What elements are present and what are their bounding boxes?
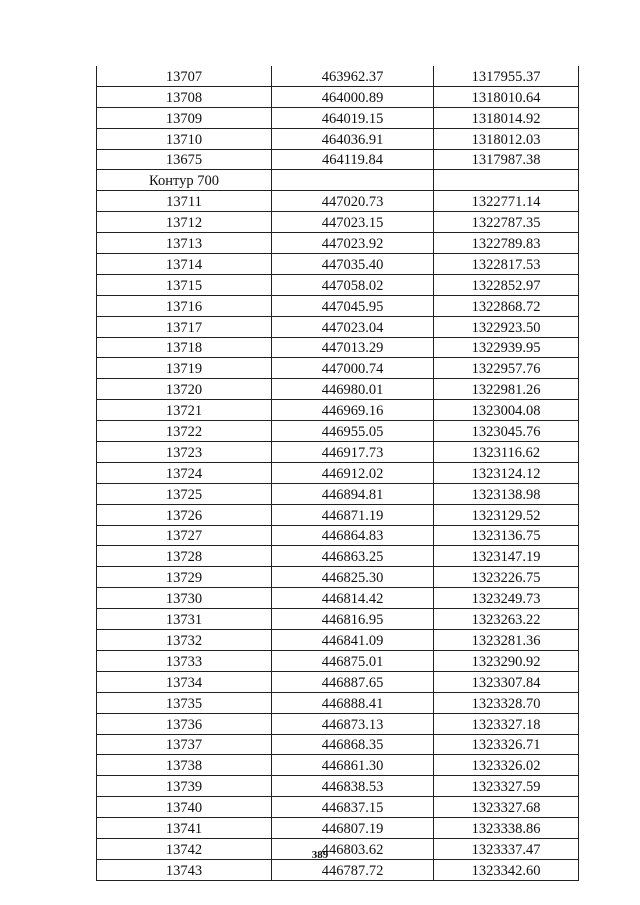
x-coordinate-cell: 446871.19 xyxy=(272,504,434,525)
y-coordinate-cell: 1318010.64 xyxy=(434,86,579,107)
table-row xyxy=(97,525,579,546)
table-row xyxy=(97,609,579,630)
point-number-cell: 13716 xyxy=(97,295,272,316)
y-coordinate-cell: 1323281.36 xyxy=(434,630,579,651)
point-number-cell: 13739 xyxy=(97,776,272,797)
point-number-cell: 13707 xyxy=(97,66,272,86)
x-coordinate-cell: 447013.29 xyxy=(272,337,434,358)
y-coordinate-cell: 1322852.97 xyxy=(434,274,579,295)
x-coordinate-cell: 446861.30 xyxy=(272,755,434,776)
table-row xyxy=(97,149,579,170)
y-coordinate-cell: 1323263.22 xyxy=(434,609,579,630)
y-coordinate-cell: 1318012.03 xyxy=(434,128,579,149)
x-coordinate-cell: 447000.74 xyxy=(272,358,434,379)
y-coordinate-cell: 1322957.76 xyxy=(434,358,579,379)
y-coordinate-cell: 1323004.08 xyxy=(434,400,579,421)
y-coordinate-cell: 1322817.53 xyxy=(434,254,579,275)
x-coordinate-cell: 446838.53 xyxy=(272,776,434,797)
y-coordinate-cell: 1323307.84 xyxy=(434,671,579,692)
table-row xyxy=(97,797,579,818)
y-coordinate-cell: 1323147.19 xyxy=(434,546,579,567)
x-coordinate-cell: 446894.81 xyxy=(272,483,434,504)
x-coordinate-cell: 464119.84 xyxy=(272,149,434,170)
table-row xyxy=(97,274,579,295)
point-number-cell: 13720 xyxy=(97,379,272,400)
table-row xyxy=(97,295,579,316)
contour-label: Контур 700 xyxy=(97,170,272,191)
y-coordinate-cell: 1322789.83 xyxy=(434,233,579,254)
table-row xyxy=(97,671,579,692)
table-row xyxy=(97,442,579,463)
point-number-cell: 13730 xyxy=(97,588,272,609)
x-coordinate-cell: 446803.62 xyxy=(272,838,434,859)
table-row xyxy=(97,379,579,400)
table-row xyxy=(97,650,579,671)
table-row xyxy=(97,567,579,588)
x-coordinate-cell: 446912.02 xyxy=(272,462,434,483)
point-number-cell: 13727 xyxy=(97,525,272,546)
y-coordinate-cell: 1318014.92 xyxy=(434,107,579,128)
y-coordinate-cell: 1323342.60 xyxy=(434,859,579,880)
y-coordinate-cell: 1323116.62 xyxy=(434,442,579,463)
point-number-cell: 13708 xyxy=(97,86,272,107)
x-coordinate-cell: 446864.83 xyxy=(272,525,434,546)
x-coordinate-cell: 447023.04 xyxy=(272,316,434,337)
y-coordinate-cell: 1323337.47 xyxy=(434,838,579,859)
x-coordinate-cell: 464036.91 xyxy=(272,128,434,149)
table-row xyxy=(97,400,579,421)
table-row xyxy=(97,254,579,275)
y-coordinate-cell: 1322981.26 xyxy=(434,379,579,400)
table-row xyxy=(97,755,579,776)
point-number-cell: 13734 xyxy=(97,671,272,692)
point-number-cell: 13737 xyxy=(97,734,272,755)
x-coordinate-cell: 446841.09 xyxy=(272,630,434,651)
table-row xyxy=(97,504,579,525)
table-row xyxy=(97,859,579,880)
point-number-cell: 13709 xyxy=(97,107,272,128)
y-coordinate-cell: 1323327.68 xyxy=(434,797,579,818)
table-row xyxy=(97,191,579,212)
point-number-cell: 13718 xyxy=(97,337,272,358)
x-coordinate-cell: 446980.01 xyxy=(272,379,434,400)
point-number-cell: 13738 xyxy=(97,755,272,776)
y-coordinate-cell: 1323226.75 xyxy=(434,567,579,588)
x-coordinate-cell: 446814.42 xyxy=(272,588,434,609)
x-coordinate-cell: 447023.15 xyxy=(272,212,434,233)
y-coordinate-cell: 1322939.95 xyxy=(434,337,579,358)
point-number-cell: 13715 xyxy=(97,274,272,295)
x-coordinate-cell: 464000.89 xyxy=(272,86,434,107)
point-number-cell: 13729 xyxy=(97,567,272,588)
y-coordinate-cell: 1323249.73 xyxy=(434,588,579,609)
point-number-cell: 13712 xyxy=(97,212,272,233)
x-coordinate-cell: 446888.41 xyxy=(272,692,434,713)
point-number-cell: 13742 xyxy=(97,838,272,859)
y-coordinate-cell: 1323290.92 xyxy=(434,650,579,671)
table-row xyxy=(97,483,579,504)
table-row xyxy=(97,546,579,567)
x-coordinate-cell: 446787.72 xyxy=(272,859,434,880)
point-number-cell: 13733 xyxy=(97,650,272,671)
point-number-cell: 13722 xyxy=(97,421,272,442)
point-number-cell: 13741 xyxy=(97,818,272,839)
y-coordinate-cell: 1323327.59 xyxy=(434,776,579,797)
x-coordinate-cell: 446887.65 xyxy=(272,671,434,692)
x-coordinate-cell: 446969.16 xyxy=(272,400,434,421)
coordinates-table-body xyxy=(97,66,579,880)
y-coordinate-cell: 1323136.75 xyxy=(434,525,579,546)
table-row xyxy=(97,818,579,839)
table-row xyxy=(97,734,579,755)
point-number-cell: 13711 xyxy=(97,191,272,212)
y-coordinate-cell: 1323045.76 xyxy=(434,421,579,442)
point-number-cell: 13743 xyxy=(97,859,272,880)
x-coordinate-cell: 447020.73 xyxy=(272,191,434,212)
table-row xyxy=(97,692,579,713)
point-number-cell: 13675 xyxy=(97,149,272,170)
x-coordinate-cell: 446825.30 xyxy=(272,567,434,588)
table-row xyxy=(97,107,579,128)
table-row xyxy=(97,337,579,358)
point-number-cell: 13732 xyxy=(97,630,272,651)
y-coordinate-cell: 1322771.14 xyxy=(434,191,579,212)
point-number-cell: 13721 xyxy=(97,400,272,421)
y-coordinate-cell: 1323326.02 xyxy=(434,755,579,776)
x-coordinate-cell: 447035.40 xyxy=(272,254,434,275)
table-row xyxy=(97,128,579,149)
point-number-cell: 13726 xyxy=(97,504,272,525)
table-row xyxy=(97,630,579,651)
y-coordinate-cell: 1322787.35 xyxy=(434,212,579,233)
table-row xyxy=(97,588,579,609)
table-row xyxy=(97,421,579,442)
y-coordinate-cell: 1323326.71 xyxy=(434,734,579,755)
point-number-cell: 13728 xyxy=(97,546,272,567)
y-coordinate-cell: 1322923.50 xyxy=(434,316,579,337)
point-number-cell: 13719 xyxy=(97,358,272,379)
x-coordinate-cell: 446955.05 xyxy=(272,421,434,442)
page-number: 389 xyxy=(311,849,329,861)
table-row xyxy=(97,358,579,379)
point-number-cell: 13713 xyxy=(97,233,272,254)
table-row xyxy=(97,233,579,254)
point-number-cell: 13710 xyxy=(97,128,272,149)
x-coordinate-cell: 446807.19 xyxy=(272,818,434,839)
point-number-cell: 13740 xyxy=(97,797,272,818)
point-number-cell: 13724 xyxy=(97,462,272,483)
point-number-cell: 13717 xyxy=(97,316,272,337)
table-row xyxy=(97,776,579,797)
x-coordinate-cell: 446863.25 xyxy=(272,546,434,567)
y-coordinate-cell: 1323138.98 xyxy=(434,483,579,504)
x-coordinate-cell: 447023.92 xyxy=(272,233,434,254)
y-coordinate-cell: 1323328.70 xyxy=(434,692,579,713)
x-coordinate-cell: 446868.35 xyxy=(272,734,434,755)
point-number-cell: 13736 xyxy=(97,713,272,734)
x-coordinate-cell: 463962.37 xyxy=(272,66,434,86)
contour-heading-row xyxy=(97,170,579,191)
table-row xyxy=(97,316,579,337)
x-coordinate-cell: 446816.95 xyxy=(272,609,434,630)
x-coordinate-cell: 446873.13 xyxy=(272,713,434,734)
x-coordinate-cell: 446875.01 xyxy=(272,650,434,671)
y-coordinate-cell: 1317987.38 xyxy=(434,149,579,170)
x-coordinate-cell: 447058.02 xyxy=(272,274,434,295)
y-coordinate-cell xyxy=(434,170,579,191)
table-row xyxy=(97,66,579,86)
y-coordinate-cell: 1317955.37 xyxy=(434,66,579,86)
point-number-cell: 13725 xyxy=(97,483,272,504)
x-coordinate-cell xyxy=(272,170,434,191)
y-coordinate-cell: 1322868.72 xyxy=(434,295,579,316)
y-coordinate-cell: 1323338.86 xyxy=(434,818,579,839)
table-row xyxy=(97,212,579,233)
x-coordinate-cell: 446837.15 xyxy=(272,797,434,818)
point-number-cell: 13735 xyxy=(97,692,272,713)
coordinates-table xyxy=(96,66,579,881)
y-coordinate-cell: 1323327.18 xyxy=(434,713,579,734)
y-coordinate-cell: 1323124.12 xyxy=(434,462,579,483)
table-row xyxy=(97,713,579,734)
point-number-cell: 13714 xyxy=(97,254,272,275)
point-number-cell: 13723 xyxy=(97,442,272,463)
y-coordinate-cell: 1323129.52 xyxy=(434,504,579,525)
x-coordinate-cell: 447045.95 xyxy=(272,295,434,316)
x-coordinate-cell: 464019.15 xyxy=(272,107,434,128)
table-row xyxy=(97,462,579,483)
x-coordinate-cell: 446917.73 xyxy=(272,442,434,463)
table-row xyxy=(97,86,579,107)
point-number-cell: 13731 xyxy=(97,609,272,630)
